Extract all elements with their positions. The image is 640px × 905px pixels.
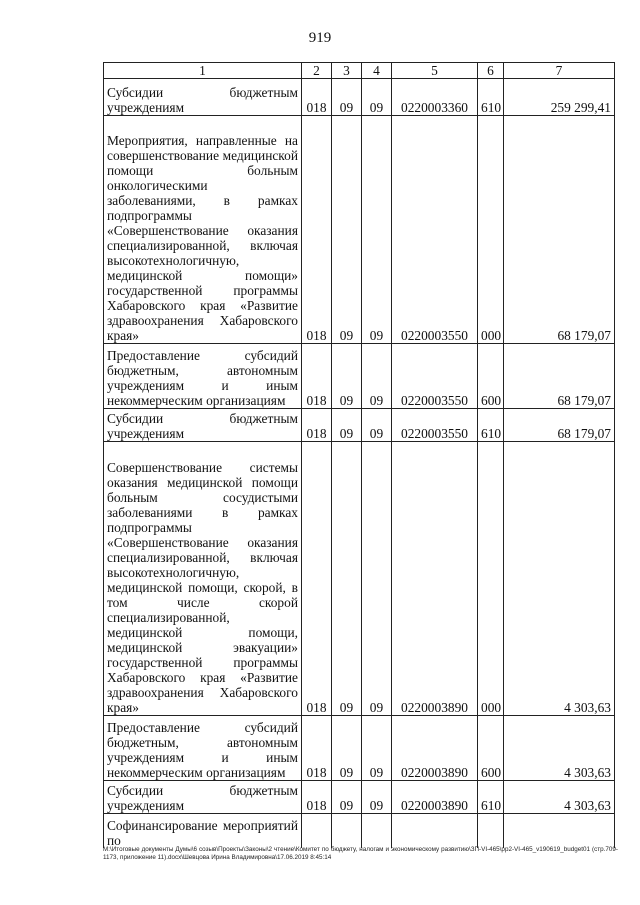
table-row: [104, 116, 615, 344]
table-row: [104, 716, 615, 781]
row-target-code: 0220003550: [392, 116, 478, 344]
row-name: Совершенствование системы оказания медицинской помощи больным сосудистыми заболеваниями в рамках подпрограммы «Совершенствование оказания специализированной, включая высокотехнологичную, медицинской помощи, скорой, в том числе скорой специализированной, медицинской помощи, медицинской эвакуации» государственной программы Хабаровского края «Развитие здравоохранения Хабаровского края»: [104, 442, 302, 716]
row-ministry-code: 018: [302, 781, 332, 814]
row-amount: 4 303,63: [504, 781, 615, 814]
table-row: [104, 344, 615, 409]
header-cell: 5: [392, 63, 478, 79]
row-section-code: 09: [332, 79, 362, 116]
row-expense-type: 610: [478, 79, 504, 116]
row-name: Мероприятия, направленные на совершенствование медицинской помощи больным онкологическими заболеваниями, в рамках подпрограммы «Совершенствование оказания специализированной, включая высокотехнологичную, медицинской помощи» государственной программы Хабаровского края «Развитие здравоохранения Хабаровского края»: [104, 116, 302, 344]
row-section-code: [332, 814, 362, 848]
row-section-code: 09: [332, 716, 362, 781]
row-subsection-code: 09: [362, 716, 392, 781]
row-target-code: 0220003890: [392, 442, 478, 716]
row-amount: 68 179,07: [504, 116, 615, 344]
row-ministry-code: 018: [302, 716, 332, 781]
row-target-code: [392, 814, 478, 848]
file-path-footer: M:\Итоговые документы Думы\6 созыв\Проекты\Законы\2 чтение\Комитет по бюджету, налогам и экономическому развитию\ЗП-VI-465\pp2-VI-465_v190619_budget01 (стр.709-1173, приложение 11).docx\Шевцова Ирина Владимировна\17.06.2019 8:45:14: [103, 846, 618, 861]
row-amount: 4 303,63: [504, 442, 615, 716]
table-row: [104, 409, 615, 442]
budget-table: [103, 62, 615, 848]
row-subsection-code: [362, 814, 392, 848]
page-number: 919: [308, 30, 332, 46]
row-ministry-code: 018: [302, 79, 332, 116]
header-cell: 4: [362, 63, 392, 79]
row-subsection-code: 09: [362, 344, 392, 409]
row-target-code: 0220003890: [392, 781, 478, 814]
table-row: [104, 781, 615, 814]
row-ministry-code: 018: [302, 409, 332, 442]
row-expense-type: 610: [478, 409, 504, 442]
row-expense-type: 000: [478, 442, 504, 716]
header-cell: 6: [478, 63, 504, 79]
row-expense-type: 000: [478, 116, 504, 344]
row-name: Субсидии бюджетным учреждениям: [104, 781, 302, 814]
row-name: Субсидии бюджетным учреждениям: [104, 79, 302, 116]
header-cell: 2: [302, 63, 332, 79]
row-amount: 4 303,63: [504, 716, 615, 781]
row-amount: 259 299,41: [504, 79, 615, 116]
row-amount: [504, 814, 615, 848]
row-target-code: 0220003550: [392, 344, 478, 409]
row-section-code: 09: [332, 409, 362, 442]
row-target-code: 0220003550: [392, 409, 478, 442]
row-expense-type: 600: [478, 344, 504, 409]
row-subsection-code: 09: [362, 442, 392, 716]
row-amount: 68 179,07: [504, 344, 615, 409]
row-ministry-code: [302, 814, 332, 848]
row-name: Предоставление субсидий бюджетным, автономным учреждениям и иным некоммерческим организациям: [104, 716, 302, 781]
header-cell: 1: [104, 63, 302, 79]
row-section-code: 09: [332, 781, 362, 814]
row-subsection-code: 09: [362, 781, 392, 814]
row-section-code: 09: [332, 344, 362, 409]
row-subsection-code: 09: [362, 116, 392, 344]
table-row: [104, 814, 615, 848]
row-name: Софинансирование мероприятий по: [104, 814, 302, 848]
row-section-code: 09: [332, 116, 362, 344]
row-section-code: 09: [332, 442, 362, 716]
row-amount: 68 179,07: [504, 409, 615, 442]
table-row: [104, 442, 615, 716]
row-target-code: 0220003360: [392, 79, 478, 116]
row-subsection-code: 09: [362, 409, 392, 442]
header-cell: 7: [504, 63, 615, 79]
row-subsection-code: 09: [362, 79, 392, 116]
row-expense-type: 600: [478, 716, 504, 781]
header-cell: 3: [332, 63, 362, 79]
table-row: [104, 79, 615, 116]
row-expense-type: 610: [478, 781, 504, 814]
row-name: Предоставление субсидий бюджетным, автономным учреждениям и иным некоммерческим организациям: [104, 344, 302, 409]
row-expense-type: [478, 814, 504, 848]
row-ministry-code: 018: [302, 442, 332, 716]
row-name: Субсидии бюджетным учреждениям: [104, 409, 302, 442]
row-target-code: 0220003890: [392, 716, 478, 781]
row-ministry-code: 018: [302, 116, 332, 344]
row-ministry-code: 018: [302, 344, 332, 409]
header-row: [104, 63, 615, 79]
